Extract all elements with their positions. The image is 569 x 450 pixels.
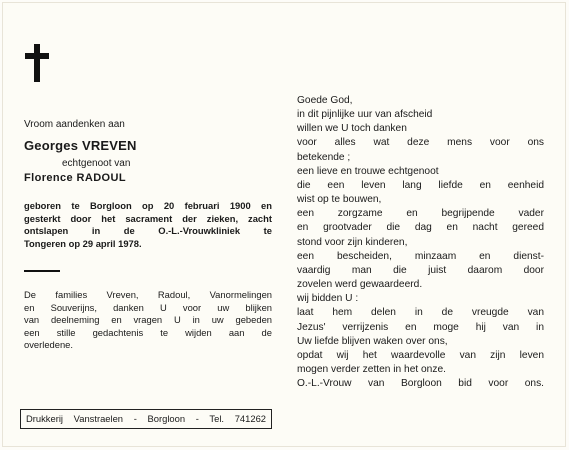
prayer-line: die een leven lang liefde en eenheid	[297, 179, 544, 191]
in-memoriam-heading: Vroom aandenken aan	[24, 119, 125, 130]
biography	[24, 200, 272, 250]
prayer	[297, 94, 544, 391]
prayer-line: een bescheiden, minzaam en dienst-	[297, 250, 544, 262]
printer-credit: Drukkerij Vanstraelen - Borgloon - Tel. 741262	[26, 413, 266, 424]
prayer-line: een lieve en trouwe echtgenoot	[297, 165, 439, 177]
prayer-line: willen we U toch danken	[297, 123, 407, 135]
prayer-line: Jezus' verrijzenis en moge hij van in	[297, 321, 544, 333]
prayer-line: voor alles wat deze mens voor ons	[297, 137, 544, 149]
family-thanks	[24, 289, 272, 352]
family-line: De families Vreven, Radoul, Vanormelingen	[24, 289, 272, 300]
prayer-line: O.-L.-Vrouw van Borgloon bid voor ons.	[297, 378, 544, 390]
prayer-line: laat hem delen in de vreugde van	[297, 307, 544, 319]
deceased-name: Georges VREVEN	[24, 138, 137, 153]
family-line: van deelneming en vragen U in uw gebeden	[24, 314, 272, 326]
family-line: en Souverijns, danken U voor uw blijken	[24, 301, 272, 313]
prayer-line: wist op te bouwen,	[297, 194, 382, 206]
prayer-line: en grootvader die dag en nacht gereed	[297, 222, 544, 234]
family-line: overledene.	[24, 339, 73, 351]
prayer-line: Goede God,	[297, 95, 353, 106]
biography-line: gesterkt door het sacrament der zieken, zacht	[24, 212, 272, 224]
spouse-label: echtgenoot van	[62, 158, 131, 169]
cross-icon	[25, 44, 49, 82]
prayer-line: een zorgzame en begrijpende vader	[297, 208, 544, 220]
biography-line: Tongeren op 29 april 1978.	[24, 237, 142, 249]
prayer-line: wij bidden U :	[297, 293, 359, 305]
biography-line: ontslapen in de O.-L.-Vrouwkliniek te	[24, 225, 272, 237]
prayer-line: Uw liefde blijven waken over ons,	[297, 335, 448, 347]
prayer-line: betekende ;	[297, 151, 351, 163]
prayer-line: mogen verder zetten in het onze.	[297, 363, 446, 375]
prayer-line: opdat wij het waardevolle van zijn leven	[297, 349, 544, 361]
prayer-line: zovelen werd gewaardeerd.	[297, 279, 423, 291]
prayer-line: vaardig man die juist daarom door	[297, 264, 544, 276]
prayer-line: in dit pijnlijke uur van afscheid	[297, 109, 433, 121]
spouse-name: Florence RADOUL	[24, 172, 126, 184]
family-line: een stille gedachtenis te wijden aan de	[24, 326, 272, 338]
divider	[24, 270, 60, 272]
prayer-line: stond voor zijn kinderen,	[297, 236, 408, 248]
biography-line: geboren te Borgloon op 20 februari 1900 en	[24, 200, 272, 211]
